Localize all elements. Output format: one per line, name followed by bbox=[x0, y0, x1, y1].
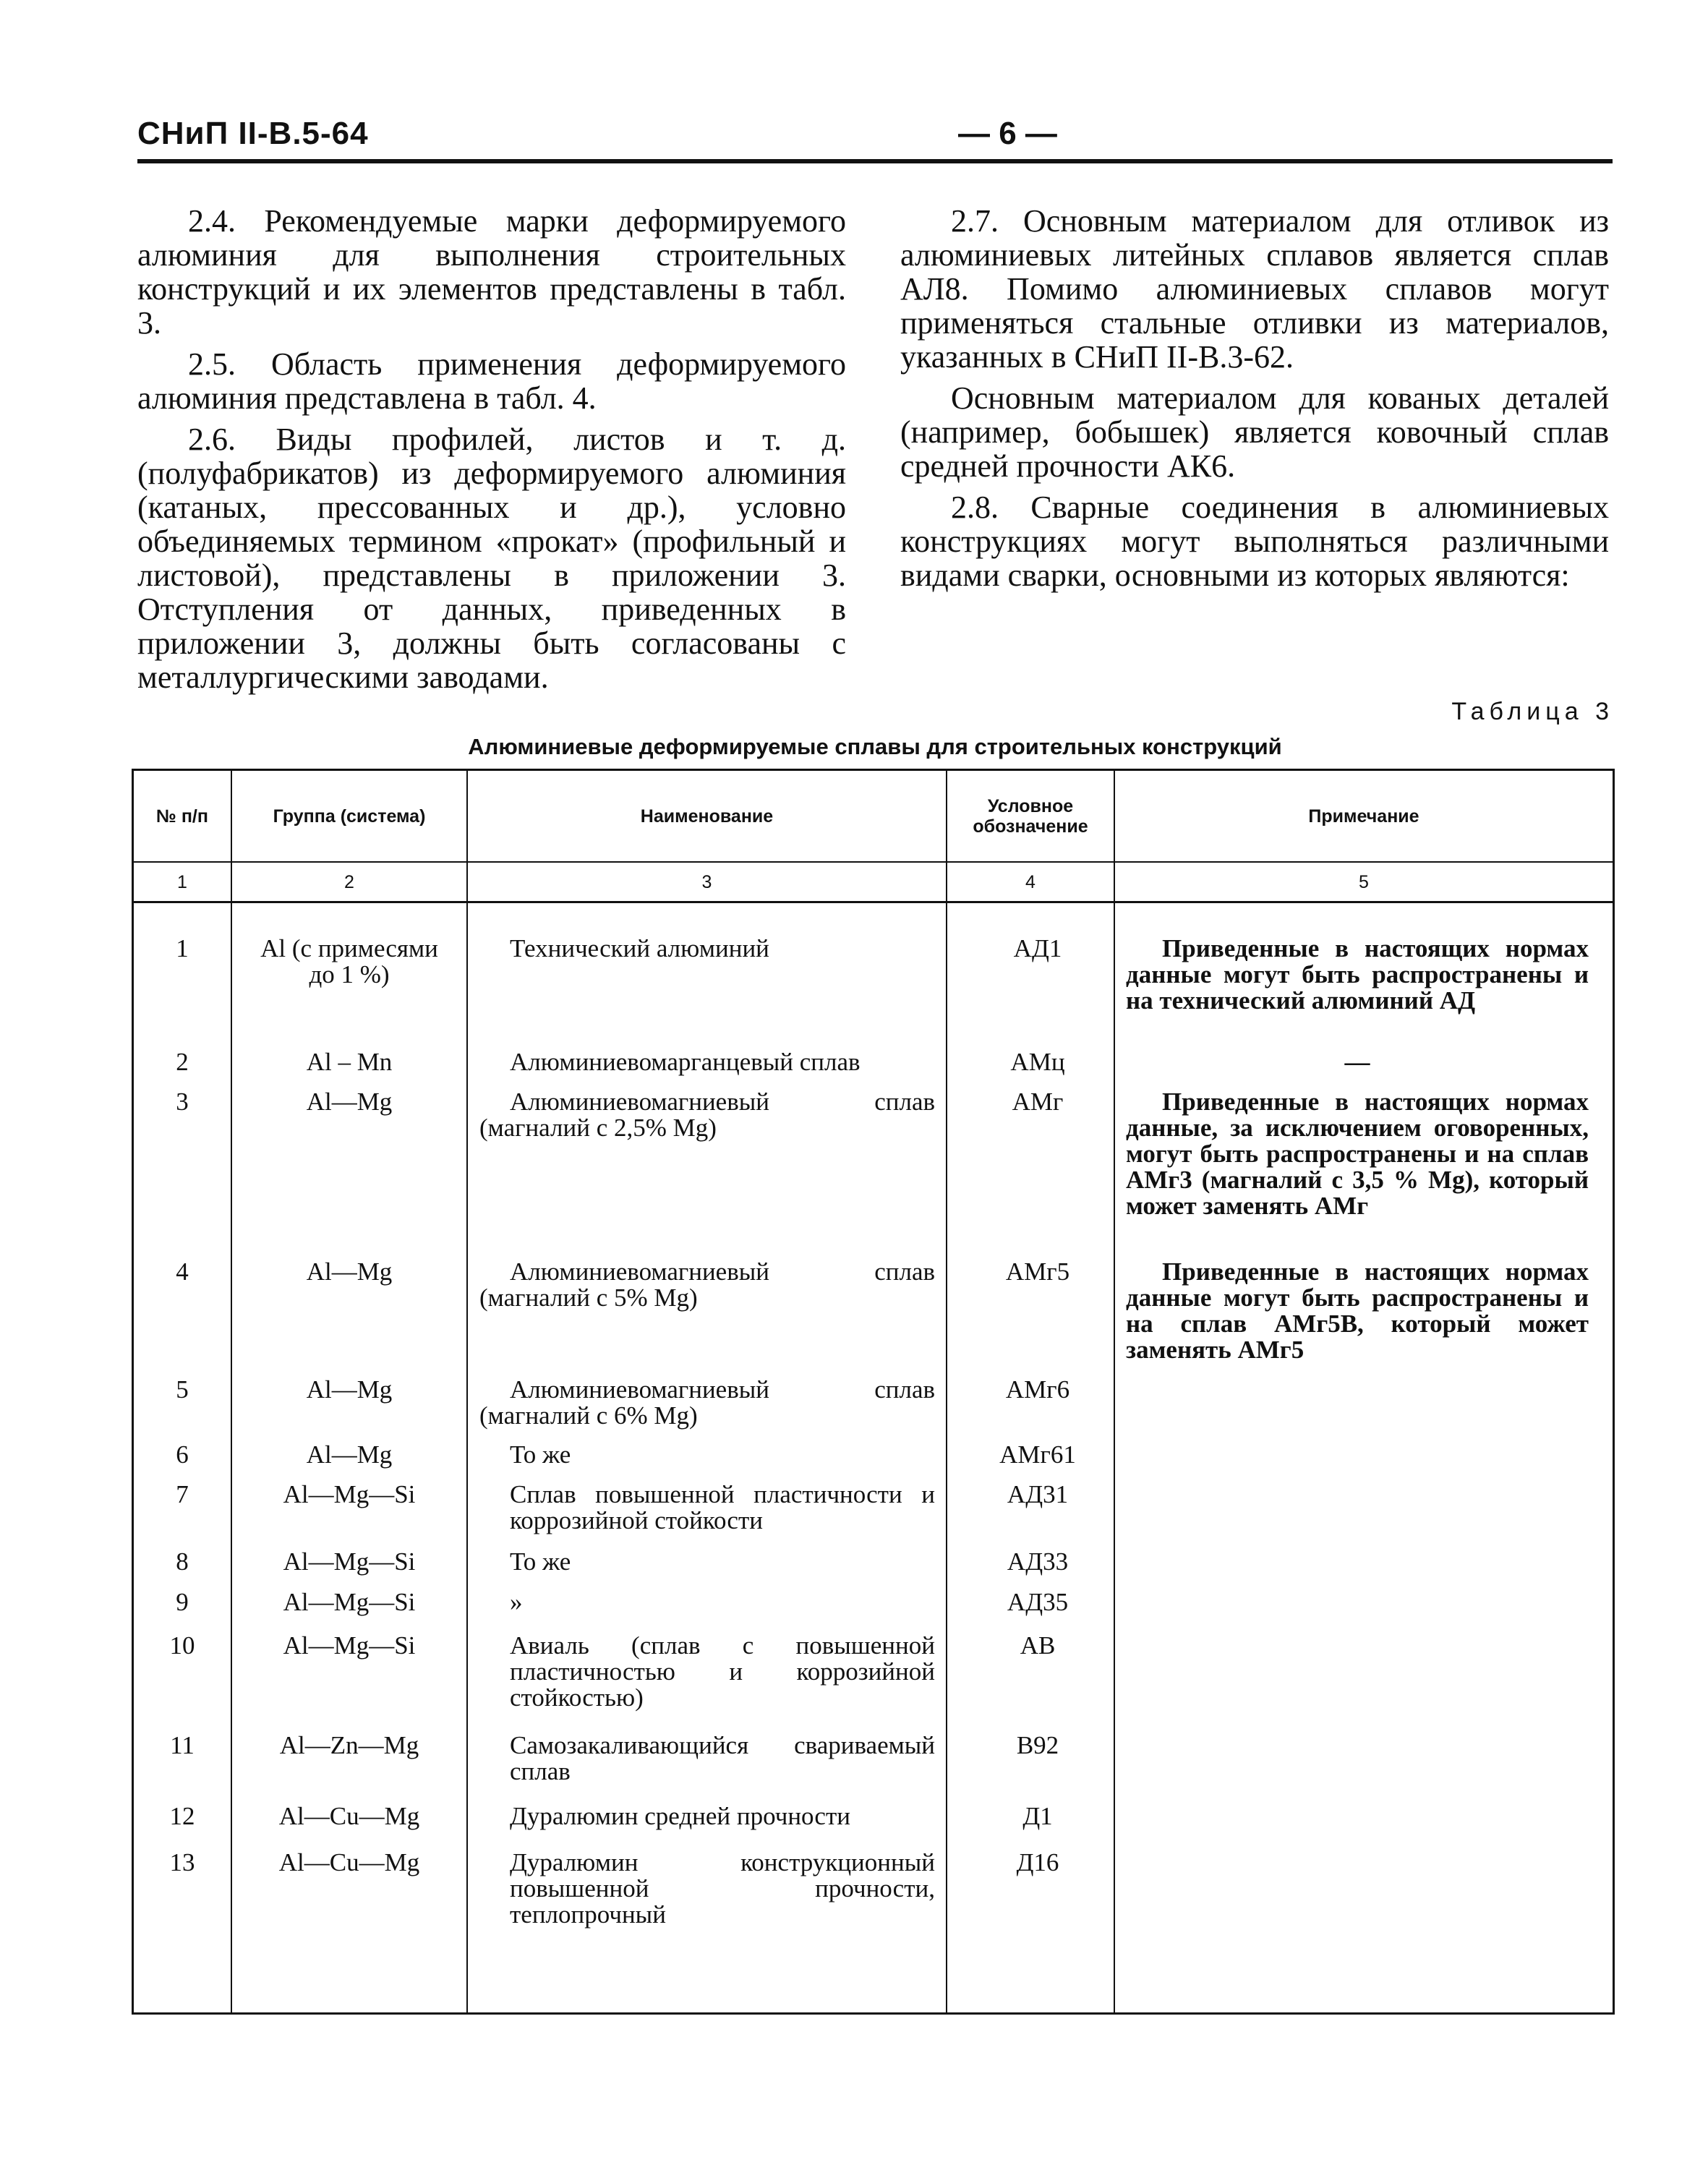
column-number: 3 bbox=[701, 871, 712, 892]
column-number: 5 bbox=[1359, 871, 1369, 892]
alloys-table bbox=[132, 769, 1615, 2015]
cell-name: То же bbox=[510, 1547, 571, 1576]
cell-name: Дуралюмин конструкционный повышенной прочности, теплопрочный bbox=[510, 1848, 935, 1929]
cell-group: Al—Mg bbox=[306, 1257, 393, 1286]
cell-note: Приведенные в настоящих нормах данные могут быть распространены и на технический алюминий АД bbox=[1126, 934, 1589, 1015]
cell-group: Al—Zn—Mg bbox=[279, 1731, 419, 1759]
cell-group: Al—Cu—Mg bbox=[278, 1802, 420, 1830]
cell-group: Al (с примесями до 1 %) bbox=[260, 934, 438, 988]
cell-number: 3 bbox=[176, 1088, 189, 1116]
cell-name: Самозакаливающийся свариваемый сплав bbox=[510, 1731, 935, 1785]
page-number: — 6 — bbox=[958, 116, 1057, 151]
cell-number: 13 bbox=[169, 1848, 195, 1876]
cell-code: АВ bbox=[1020, 1631, 1056, 1660]
left-text-column bbox=[137, 204, 846, 701]
table-title: Алюминиевые деформируемые сплавы для строительных конструкций bbox=[468, 734, 1282, 759]
cell-group: Al—Mg—Si bbox=[283, 1588, 416, 1616]
header-note: Примечание bbox=[1308, 806, 1419, 827]
cell-name: Дуралюмин средней прочности bbox=[510, 1802, 850, 1830]
cell-group: Al – Mn bbox=[306, 1048, 393, 1076]
cell-name: Алюминиевомагниевый сплав (магналий с 2,5% Mg) bbox=[479, 1088, 935, 1142]
cell-number: 11 bbox=[170, 1731, 195, 1759]
column-number: 2 bbox=[344, 871, 354, 892]
paragraph-forged-parts: Основным материалом для кованых деталей (например, бобышек) является ковочный сплав средней прочности АК6. bbox=[900, 380, 1609, 484]
right-text-column bbox=[900, 204, 1609, 599]
table-label: Таблица 3 bbox=[1451, 698, 1614, 725]
cell-code: АМг61 bbox=[999, 1440, 1076, 1469]
paragraph-2-8: 2.8. Сварные соединения в алюминиевых конструкциях могут выполняться различными видами сварки, основными из которых являются: bbox=[900, 490, 1609, 593]
column-divider bbox=[466, 771, 468, 2012]
cell-name: Алюминиевомагниевый сплав (магналий с 6% Mg) bbox=[479, 1375, 935, 1430]
cell-group: Al—Mg bbox=[306, 1375, 393, 1404]
cell-code: АД1 bbox=[1013, 934, 1062, 962]
header-divider bbox=[134, 861, 1613, 863]
paragraph-2-5: 2.5. Область применения деформируемого алюминия представлена в табл. 4. bbox=[137, 346, 846, 416]
cell-code: АМц bbox=[1010, 1048, 1065, 1076]
paragraph-2-6: 2.6. Виды профилей, листов и т. д. (полуфабрикатов) из деформируемого алюминия (катаных, прессованных и др.), условно объединяемых термином «прокат» (профильный и листовой), представлены в приложении 3. Отступления от данных, приведенных в приложении 3, должны быть согласованы с металлургическими заводами. bbox=[137, 422, 846, 695]
cell-number: 10 bbox=[169, 1631, 195, 1660]
cell-code: АМг6 bbox=[1005, 1375, 1070, 1404]
cell-name: Сплав повышенной пластичности и коррозийной стойкости bbox=[510, 1480, 935, 1534]
cell-name: Алюминиевомарганцевый сплав bbox=[510, 1048, 861, 1076]
header-group: Группа (система) bbox=[273, 806, 426, 827]
cell-group: Al—Mg—Si bbox=[283, 1631, 416, 1660]
cell-number: 5 bbox=[176, 1375, 189, 1404]
cell-group: Al—Mg—Si bbox=[283, 1547, 416, 1576]
cell-number: 4 bbox=[176, 1257, 189, 1286]
paragraph-2-7: 2.7. Основным материалом для отливок из алюминиевых литейных сплавов является сплав АЛ8. Помимо алюминиевых сплавов могут применяться стальные отливки из материалов, указанных в СНиП II-В.3-62. bbox=[900, 203, 1609, 375]
cell-name: То же bbox=[510, 1440, 571, 1469]
cell-name: Технический алюминий bbox=[510, 934, 769, 962]
header-divider bbox=[134, 901, 1613, 903]
header-number: № п/п bbox=[156, 806, 208, 827]
header-name: Наименование bbox=[640, 806, 774, 827]
cell-code: АД31 bbox=[1007, 1480, 1069, 1508]
paragraph-2-4: 2.4. Рекомендуемые марки деформируемого алюминия для выполнения строительных конструкций и их элементов представлены в табл. 3. bbox=[137, 203, 846, 341]
cell-note: Приведенные в настоящих нормах данные могут быть распространены и на сплав АМг5В, который может заменять АМг5 bbox=[1126, 1257, 1589, 1364]
cell-code: АД33 bbox=[1007, 1547, 1069, 1576]
cell-code: АМг bbox=[1012, 1088, 1064, 1116]
column-number: 1 bbox=[177, 871, 187, 892]
document-code: СНиП II-В.5-64 bbox=[137, 116, 369, 151]
cell-code: АД35 bbox=[1007, 1588, 1069, 1616]
cell-group: Al—Mg bbox=[306, 1088, 393, 1116]
cell-code: Д1 bbox=[1022, 1802, 1053, 1830]
cell-name: Алюминиевомагниевый сплав (магналий с 5% Mg) bbox=[479, 1257, 935, 1312]
header-code: Условное обозначение bbox=[973, 795, 1088, 837]
cell-group: Al—Mg bbox=[306, 1440, 393, 1469]
cell-number: 6 bbox=[176, 1440, 189, 1469]
cell-name: » bbox=[510, 1588, 523, 1616]
cell-number: 9 bbox=[176, 1588, 189, 1616]
cell-note: Приведенные в настоящих нормах данные, за исключением оговоренных, могут быть распространены и на сплав АМг3 (магналий с 3,5 % Mg), который может заменять АМг bbox=[1126, 1088, 1589, 1220]
cell-code: В92 bbox=[1016, 1731, 1059, 1759]
page-header bbox=[137, 116, 1613, 163]
cell-code: АМг5 bbox=[1005, 1257, 1070, 1286]
cell-note: — bbox=[1344, 1048, 1370, 1076]
cell-number: 7 bbox=[176, 1480, 189, 1508]
cell-number: 1 bbox=[176, 934, 189, 962]
cell-number: 2 bbox=[176, 1048, 189, 1076]
cell-group: Al—Mg—Si bbox=[283, 1480, 416, 1508]
cell-group: Al—Cu—Mg bbox=[278, 1848, 420, 1876]
cell-number: 8 bbox=[176, 1547, 189, 1576]
column-number: 4 bbox=[1025, 871, 1036, 892]
cell-number: 12 bbox=[169, 1802, 195, 1830]
cell-code: Д16 bbox=[1016, 1848, 1059, 1876]
cell-name: Авиаль (сплав с повышенной пластичностью и коррозийной стойкостью) bbox=[510, 1631, 935, 1712]
